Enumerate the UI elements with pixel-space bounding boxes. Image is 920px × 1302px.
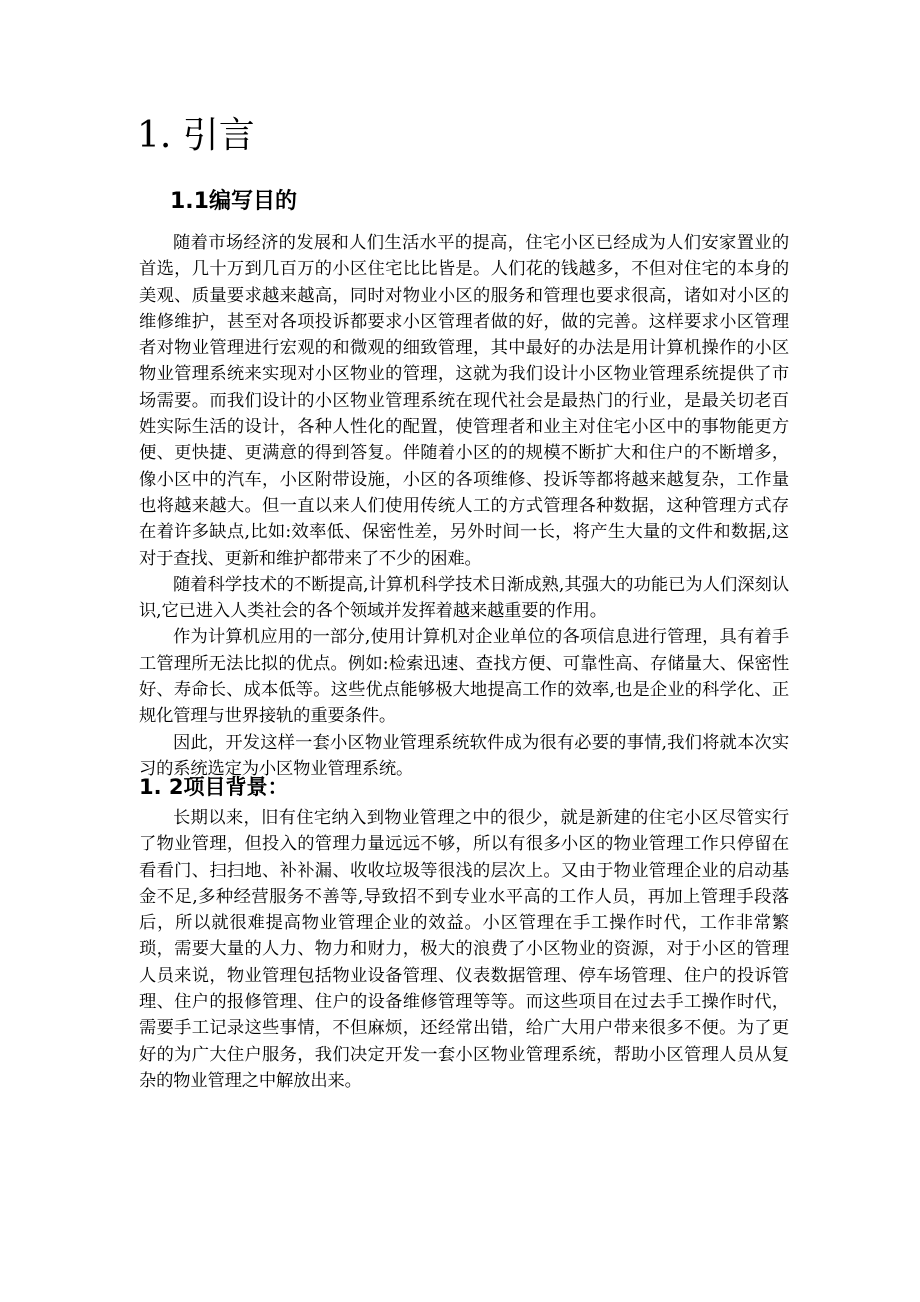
paragraph: 随着市场经济的发展和人们生活水平的提高，住宅小区已经成为人们安家置业的首选，几十万到几百万的小区住宅比比皆是。人们花的钱越多，不但对住宅的本身的美观、质量要求越来越高，同时对物业小区的服务和管理也要求很高，诸如对小区的维修维护，甚至对各项投诉都要求小区管理者做的好，做的完善。这样要求小区管理者对物业管理进行宏观的和微观的细致管理，其中最好的办法是用计算机操作的小区物业管理系统来实现对小区物业的管理，这就为我们设计小区物业管理系统提供了市场需要。而我们设计的小区物业管理系统在现代社会是最热门的行业，是最关切老百姓实际生活的设计，各种人性化的配置，使管理者和业主对住宅小区中的事物能更方便、更快捷、更满意的得到答复。伴随着小区的的规模不断扩大和住户的不断增多，像小区中的汽车，小区附带设施，小区的各项维修、投诉等都将越来越复杂，工作量也将越来越大。但一直以来人们使用传统人工的方式管理各种数据，这种管理方式存在着许多缺点,比如:效率低、保密性差，另外时间一长，将产生大量的文件和数据,这对于查找、更新和维护都带来了不少的困难。 bbox=[139, 233, 789, 569]
section-1-1-body bbox=[139, 230, 789, 782]
paragraph: 随着科学技术的不断提高,计算机科学技术日渐成熟,其强大的功能已为人们深刻认识,它已进入人类社会的各个领域并发挥着越来越重要的作用。 bbox=[139, 574, 789, 622]
section-heading-1-2: 1. 2项目背景： bbox=[139, 775, 289, 799]
section-heading-1-1: 1.1编写目的 bbox=[170, 189, 297, 214]
paragraph: 作为计算机应用的一部分,使用计算机对企业单位的各项信息进行管理，具有着手工管理所无法比拟的优点。例如:检索迅速、查找方便、可靠性高、存储量大、保密性好、寿命长、成本低等。这些优点能够极大地提高工作的效率,也是企业的科学化、正规化管理与世界接轨的重要条件。 bbox=[139, 627, 789, 727]
paragraph: 长期以来，旧有住宅纳入到物业管理之中的很少，就是新建的住宅小区尽管实行了物业管理，但投入的管理力量远远不够，所以有很多小区的物业管理工作只停留在看看门、扫扫地、补补漏、收收垃圾等很浅的层次上。又由于物业管理企业的启动基金不足,多种经营服务不善等,导致招不到专业水平高的工作人员，再加上管理手段落后，所以就很难提高物业管理企业的效益。小区管理在手工操作时代，工作非常繁琐，需要大量的人力、物力和财力，极大的浪费了小区物业的资源，对于小区的管理人员来说，物业管理包括物业设备管理、仪表数据管理、停车场管理、住户的投诉管理、住户的报修管理、住户的设备维修管理等等。而这些项目在过去手工操作时代，需要手工记录这些事情，不但麻烦，还经常出错，给广大用户带来很多不便。为了更好的为广大住户服务，我们决定开发一套小区物业管理系统，帮助小区管理人员从复杂的物业管理之中解放出来。 bbox=[139, 808, 789, 1091]
section-1-2-body bbox=[139, 805, 789, 1094]
paragraph: 因此，开发这样一套小区物业管理系统软件成为很有必要的事情,我们将就本次实习的系统选定为小区物业管理系统。 bbox=[139, 732, 789, 779]
document-title: 1. 引言 bbox=[137, 115, 255, 156]
